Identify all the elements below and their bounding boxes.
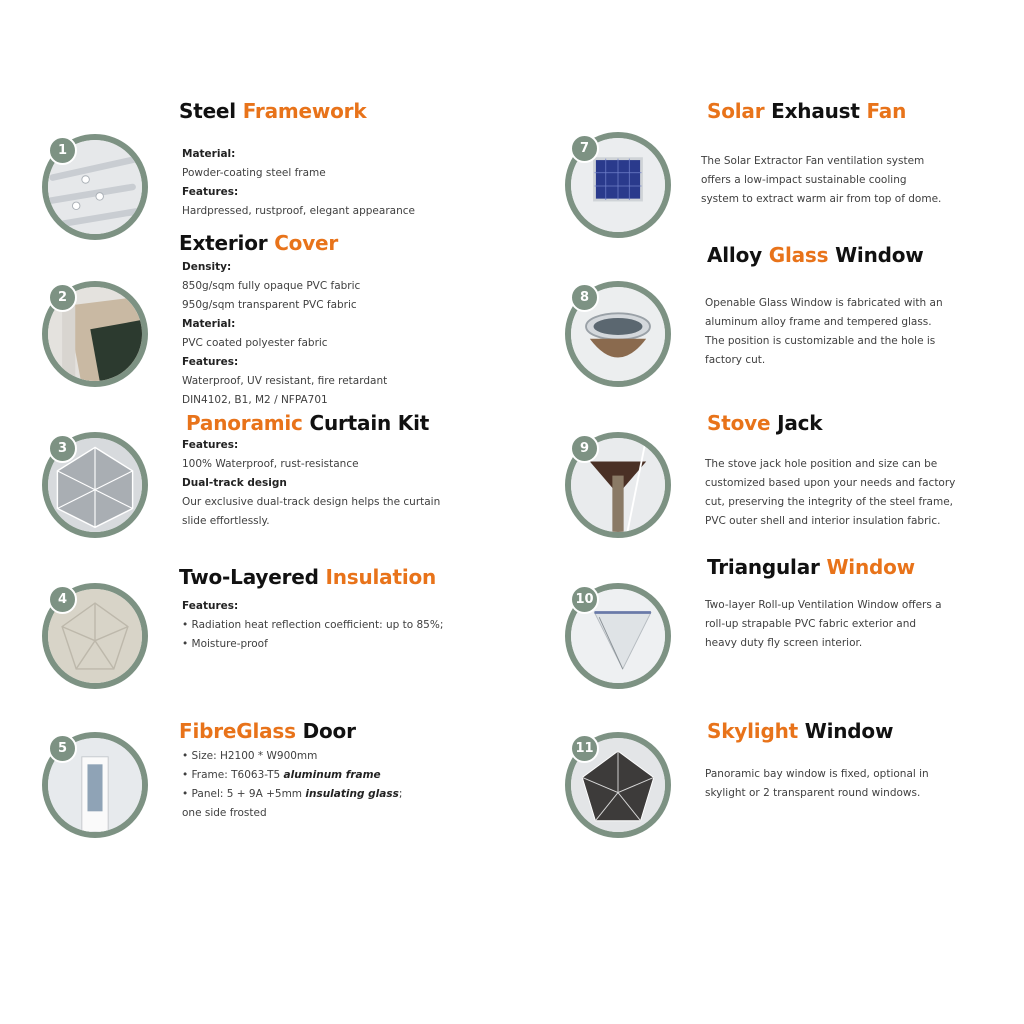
feature-title: Alloy Glass Window bbox=[707, 243, 924, 267]
feature-number: 8 bbox=[570, 283, 599, 312]
feature-number: 4 bbox=[48, 585, 77, 614]
feature-description: Density: 850g/sqm fully opaque PVC fabric 950g/sqm transparent PVC fabric Material: PVC coated polyester fabric Features: Waterproof, UV resistant, fire retardant DIN4102, B1, M2 / NFPA701 bbox=[182, 261, 388, 406]
feature-title: Steel Framework bbox=[179, 99, 367, 123]
feature-description: Panoramic bay window is fixed, optional in skylight or 2 transparent round windows. bbox=[705, 768, 929, 799]
feature-description: The Solar Extractor Fan ventilation system offers a low-impact sustainable cooling system to extract warm air from top of dome. bbox=[701, 155, 942, 205]
feature-number: 5 bbox=[48, 734, 77, 763]
feature-description: Material: Powder-coating steel frame Features: Hardpressed, rustproof, elegant appearance bbox=[182, 148, 415, 217]
feature-title: Skylight Window bbox=[707, 719, 894, 743]
feature-number: 2 bbox=[48, 283, 77, 312]
feature-title: Panoramic Curtain Kit bbox=[186, 411, 430, 435]
feature-title: Exterior Cover bbox=[179, 231, 339, 255]
feature-description: Features: • Radiation heat reflection coefficient: up to 85%; • Moisture-proof bbox=[182, 600, 444, 650]
feature-title: Two-Layered Insulation bbox=[179, 565, 437, 589]
feature-description: Two-layer Roll-up Ventilation Window offers a roll-up strapable PVC fabric exterior and heavy duty fly screen interior. bbox=[705, 599, 942, 649]
feature-number: 11 bbox=[570, 734, 599, 763]
feature-description: • Size: H2100 * W900mm • Frame: T6063-T5 aluminum frame • Panel: 5 + 9A +5mm insulating glass; one side frosted bbox=[182, 750, 403, 819]
feature-description: Features: 100% Waterproof, rust-resistance Dual-track design Our exclusive dual-track design helps the curtain slide effortlessly. bbox=[182, 439, 441, 527]
feature-title: Stove Jack bbox=[707, 411, 823, 435]
feature-number: 1 bbox=[48, 136, 77, 165]
feature-title: Solar Exhaust Fan bbox=[707, 99, 907, 123]
feature-number: 3 bbox=[48, 434, 77, 463]
feature-number: 7 bbox=[570, 134, 599, 163]
feature-number: 9 bbox=[570, 434, 599, 463]
feature-description: Openable Glass Window is fabricated with an aluminum alloy frame and tempered glass. The position is customizable and the hole is factory cut. bbox=[705, 297, 943, 366]
feature-title: FibreGlass Door bbox=[179, 719, 356, 743]
feature-title: Triangular Window bbox=[707, 555, 915, 579]
feature-description: The stove jack hole position and size can be customized based upon your needs and factory cut, preserving the integrity of the steel frame, PVC outer shell and interior insulation fabric. bbox=[705, 458, 956, 527]
feature-number: 10 bbox=[570, 585, 599, 614]
